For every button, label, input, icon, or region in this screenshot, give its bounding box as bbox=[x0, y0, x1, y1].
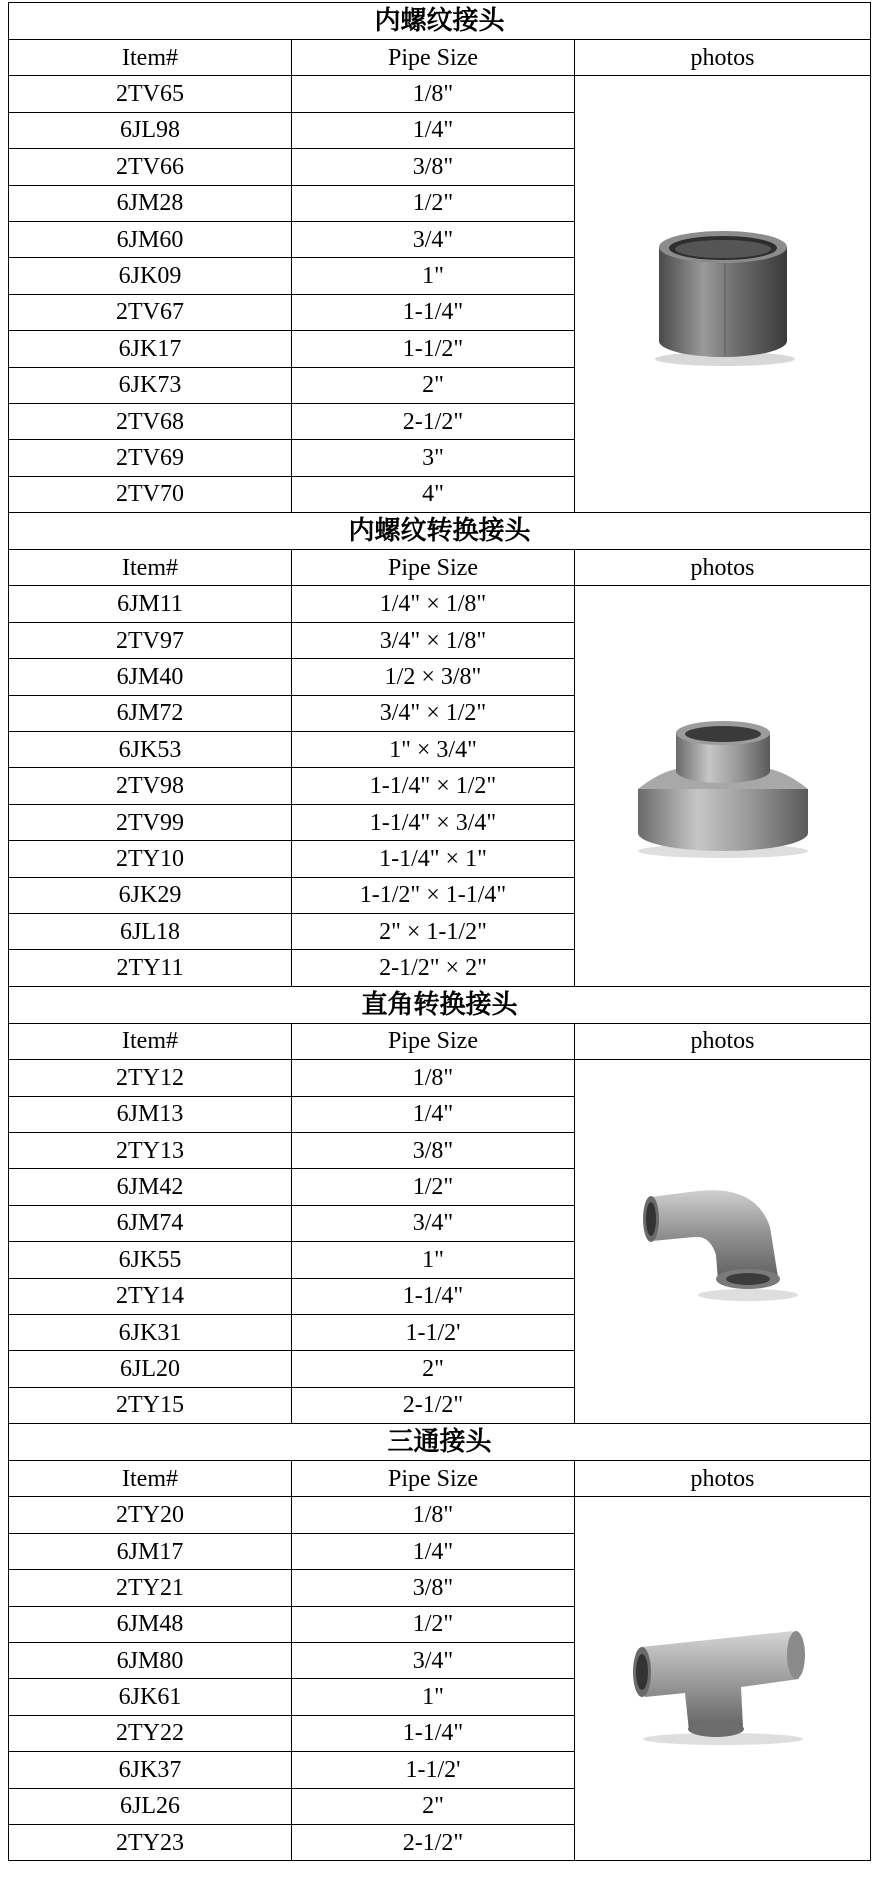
item-number-cell: 2TV68 bbox=[9, 403, 292, 439]
photo-cell bbox=[575, 1497, 871, 1861]
item-number-cell: 6JK09 bbox=[9, 258, 292, 294]
section-title-row bbox=[9, 3, 871, 40]
pipe-size-cell: 3/4" × 1/8" bbox=[292, 622, 575, 658]
pipe-size-cell: 1-1/4" × 1/2" bbox=[292, 768, 575, 804]
item-number-cell: 6JM72 bbox=[9, 695, 292, 731]
item-number-cell: 2TV67 bbox=[9, 294, 292, 330]
pipe-size-cell: 3/4" bbox=[292, 1205, 575, 1241]
item-number-cell: 6JK73 bbox=[9, 367, 292, 403]
item-number-cell: 6JL20 bbox=[9, 1351, 292, 1387]
item-number-cell: 2TY12 bbox=[9, 1060, 292, 1096]
item-number-cell: 6JK61 bbox=[9, 1679, 292, 1715]
pipe-size-cell: 3/8" bbox=[292, 149, 575, 185]
pipe-size-cell: 3/4" × 1/2" bbox=[292, 695, 575, 731]
pipe-size-cell: 1-1/4" × 3/4" bbox=[292, 804, 575, 840]
pipe-size-cell: 1/8" bbox=[292, 76, 575, 112]
pipe-size-cell: 2-1/2" bbox=[292, 1387, 575, 1423]
pipe-size-cell: 3/8" bbox=[292, 1570, 575, 1606]
item-number-cell: 2TY21 bbox=[9, 1570, 292, 1606]
column-header-row bbox=[9, 1023, 871, 1059]
pipe-size-cell: 2-1/2" bbox=[292, 1824, 575, 1860]
pipe-size-cell: 3/8" bbox=[292, 1132, 575, 1168]
header-photos: photos bbox=[575, 1461, 871, 1497]
item-number-cell: 6JM80 bbox=[9, 1643, 292, 1679]
item-number-cell: 2TV66 bbox=[9, 149, 292, 185]
pipe-size-cell: 1-1/2" × 1-1/4" bbox=[292, 877, 575, 913]
fittings-table-body bbox=[9, 3, 871, 1861]
section-title: 三通接头 bbox=[9, 1424, 871, 1461]
header-item: Item# bbox=[9, 40, 292, 76]
item-number-cell: 2TY11 bbox=[9, 950, 292, 986]
column-header-row bbox=[9, 40, 871, 76]
item-number-cell: 6JM48 bbox=[9, 1606, 292, 1642]
pipe-size-cell: 3" bbox=[292, 440, 575, 476]
table-row bbox=[9, 76, 871, 112]
pipe-size-cell: 1-1/2' bbox=[292, 1314, 575, 1350]
item-number-cell: 6JK31 bbox=[9, 1314, 292, 1350]
section-title: 内螺纹接头 bbox=[9, 3, 871, 40]
item-number-cell: 6JM17 bbox=[9, 1533, 292, 1569]
pipe-size-cell: 1-1/2' bbox=[292, 1752, 575, 1788]
item-number-cell: 6JK17 bbox=[9, 331, 292, 367]
column-header-row bbox=[9, 550, 871, 586]
item-number-cell: 2TY22 bbox=[9, 1715, 292, 1751]
item-number-cell: 6JM74 bbox=[9, 1205, 292, 1241]
header-item: Item# bbox=[9, 550, 292, 586]
header-pipe-size: Pipe Size bbox=[292, 550, 575, 586]
fittings-table bbox=[8, 2, 871, 1861]
item-number-cell: 2TV99 bbox=[9, 804, 292, 840]
item-number-cell: 2TY13 bbox=[9, 1132, 292, 1168]
pipe-size-cell: 1/8" bbox=[292, 1060, 575, 1096]
pipe-size-cell: 1" bbox=[292, 1679, 575, 1715]
item-number-cell: 6JM28 bbox=[9, 185, 292, 221]
pipe-size-cell: 1/4" bbox=[292, 1533, 575, 1569]
pipe-size-cell: 1-1/2" bbox=[292, 331, 575, 367]
pipe-size-cell: 1-1/4" × 1" bbox=[292, 841, 575, 877]
section-title-row bbox=[9, 1424, 871, 1461]
section-title-row bbox=[9, 986, 871, 1023]
pipe-size-cell: 2" bbox=[292, 1788, 575, 1824]
pipe-size-cell: 3/4" bbox=[292, 221, 575, 257]
item-number-cell: 2TY20 bbox=[9, 1497, 292, 1533]
tee-photo bbox=[623, 1609, 823, 1749]
pipe-size-cell: 1/4" bbox=[292, 1096, 575, 1132]
item-number-cell: 6JK29 bbox=[9, 877, 292, 913]
header-pipe-size: Pipe Size bbox=[292, 1461, 575, 1497]
pipe-size-cell: 1" bbox=[292, 258, 575, 294]
pipe-size-cell: 2-1/2" × 2" bbox=[292, 950, 575, 986]
pipe-size-cell: 1/2" bbox=[292, 1606, 575, 1642]
pipe-size-cell: 2" bbox=[292, 1351, 575, 1387]
coupling-photo bbox=[643, 219, 803, 369]
section-title: 直角转换接头 bbox=[9, 986, 871, 1023]
pipe-size-cell: 1-1/4" bbox=[292, 294, 575, 330]
table-row bbox=[9, 586, 871, 622]
pipe-size-cell: 1/4" bbox=[292, 112, 575, 148]
item-number-cell: 2TY14 bbox=[9, 1278, 292, 1314]
item-number-cell: 6JM13 bbox=[9, 1096, 292, 1132]
pipe-size-cell: 2" bbox=[292, 367, 575, 403]
pipe-size-cell: 1-1/4" bbox=[292, 1715, 575, 1751]
pipe-size-cell: 3/4" bbox=[292, 1643, 575, 1679]
item-number-cell: 2TV97 bbox=[9, 622, 292, 658]
pipe-size-cell: 1/4" × 1/8" bbox=[292, 586, 575, 622]
item-number-cell: 2TV69 bbox=[9, 440, 292, 476]
item-number-cell: 6JK37 bbox=[9, 1752, 292, 1788]
header-pipe-size: Pipe Size bbox=[292, 40, 575, 76]
column-header-row bbox=[9, 1461, 871, 1497]
photo-cell bbox=[575, 1060, 871, 1424]
section-title: 内螺纹转换接头 bbox=[9, 513, 871, 550]
item-number-cell: 6JL98 bbox=[9, 112, 292, 148]
header-photos: photos bbox=[575, 40, 871, 76]
header-pipe-size: Pipe Size bbox=[292, 1023, 575, 1059]
elbow-photo bbox=[638, 1177, 808, 1307]
pipe-size-cell: 1" × 3/4" bbox=[292, 732, 575, 768]
pipe-size-cell: 4" bbox=[292, 476, 575, 512]
pipe-size-cell: 1-1/4" bbox=[292, 1278, 575, 1314]
section-title-row bbox=[9, 513, 871, 550]
pipe-size-cell: 1" bbox=[292, 1242, 575, 1278]
table-row bbox=[9, 1497, 871, 1533]
item-number-cell: 6JM60 bbox=[9, 221, 292, 257]
header-item: Item# bbox=[9, 1461, 292, 1497]
pipe-size-cell: 2" × 1-1/2" bbox=[292, 913, 575, 949]
item-number-cell: 6JL18 bbox=[9, 913, 292, 949]
item-number-cell: 2TY15 bbox=[9, 1387, 292, 1423]
reducer-photo bbox=[628, 711, 818, 861]
pipe-size-cell: 1/8" bbox=[292, 1497, 575, 1533]
item-number-cell: 6JK53 bbox=[9, 732, 292, 768]
item-number-cell: 2TV70 bbox=[9, 476, 292, 512]
item-number-cell: 6JL26 bbox=[9, 1788, 292, 1824]
header-photos: photos bbox=[575, 1023, 871, 1059]
item-number-cell: 6JM42 bbox=[9, 1169, 292, 1205]
pipe-size-cell: 1/2" bbox=[292, 185, 575, 221]
item-number-cell: 2TY10 bbox=[9, 841, 292, 877]
table-row bbox=[9, 1060, 871, 1096]
item-number-cell: 2TV98 bbox=[9, 768, 292, 804]
header-photos: photos bbox=[575, 550, 871, 586]
item-number-cell: 2TY23 bbox=[9, 1824, 292, 1860]
item-number-cell: 6JM11 bbox=[9, 586, 292, 622]
photo-cell bbox=[575, 76, 871, 513]
pipe-size-cell: 2-1/2" bbox=[292, 403, 575, 439]
pipe-size-cell: 1/2" bbox=[292, 1169, 575, 1205]
pipe-size-cell: 1/2 × 3/8" bbox=[292, 659, 575, 695]
item-number-cell: 6JM40 bbox=[9, 659, 292, 695]
item-number-cell: 6JK55 bbox=[9, 1242, 292, 1278]
header-item: Item# bbox=[9, 1023, 292, 1059]
photo-cell bbox=[575, 586, 871, 986]
item-number-cell: 2TV65 bbox=[9, 76, 292, 112]
fittings-spec-sheet bbox=[8, 2, 870, 1861]
